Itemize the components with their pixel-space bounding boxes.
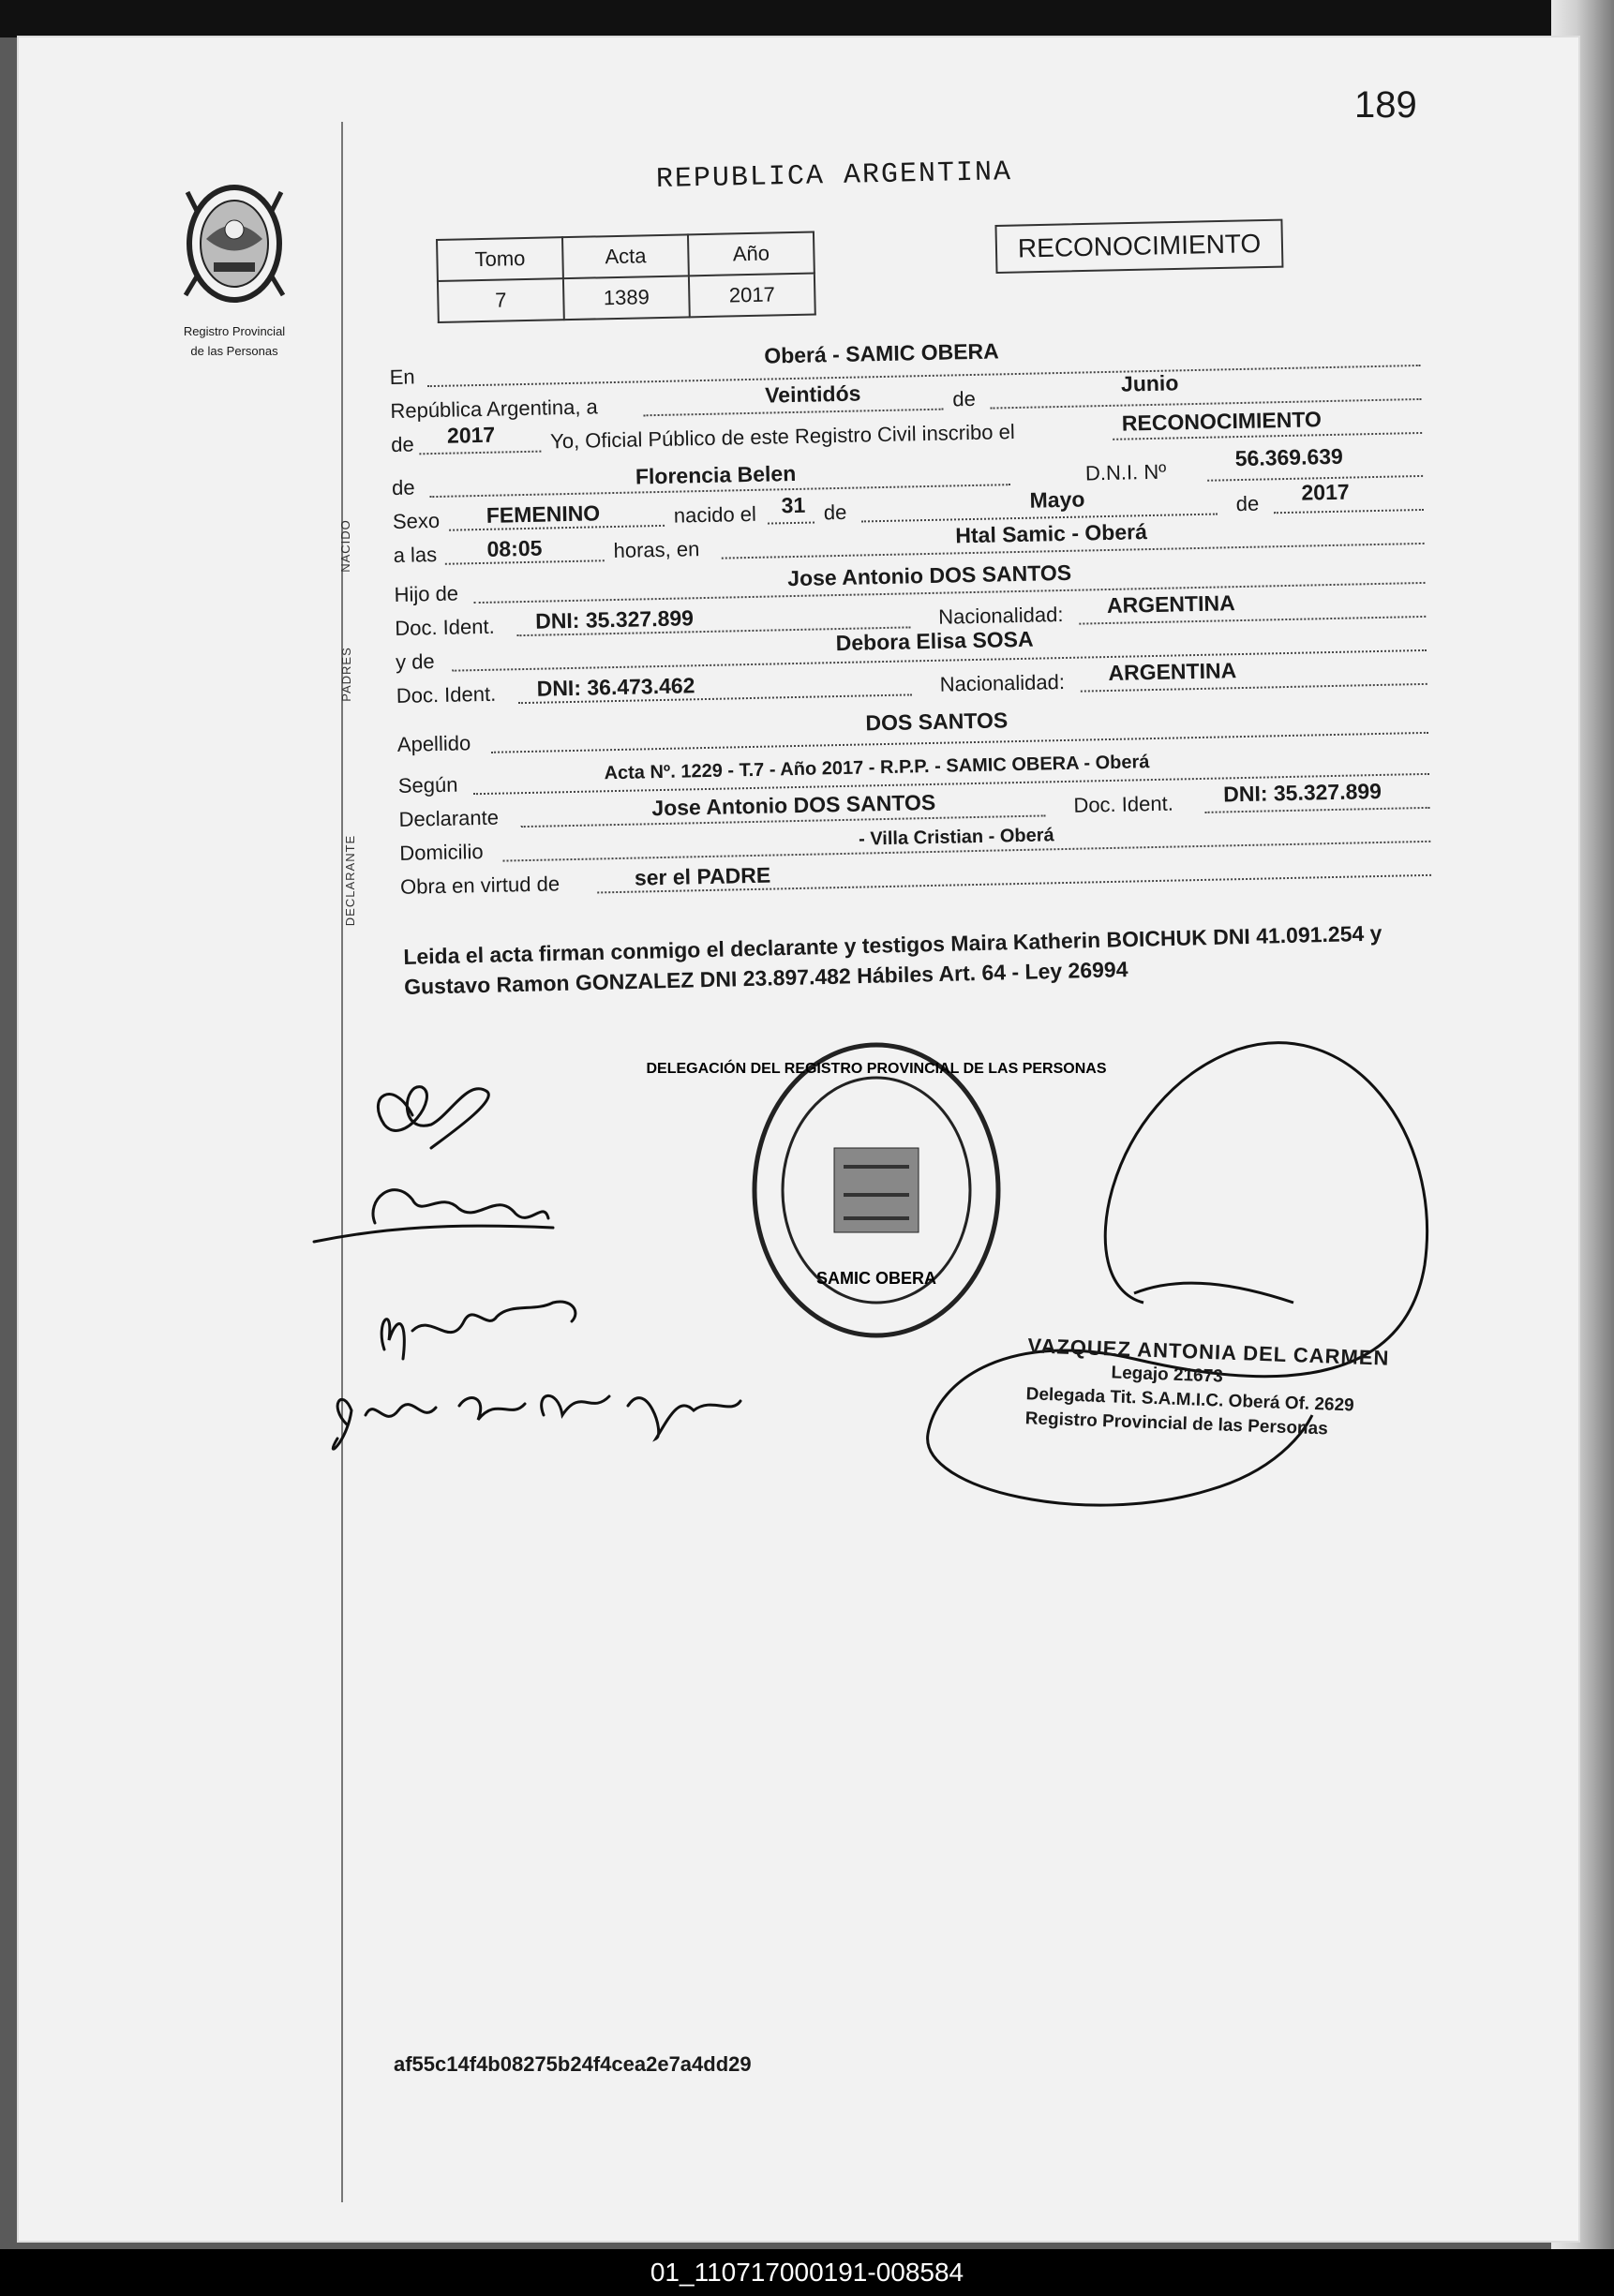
label-nacionalidad-father: Nacionalidad: <box>937 602 1064 629</box>
label-doc-ident-mother: Doc. Ident. <box>396 681 497 708</box>
label-sexo: Sexo <box>392 508 441 533</box>
label-doc-ident-declarant: Doc. Ident. <box>1073 791 1174 817</box>
value-month: Junio <box>1120 370 1179 396</box>
label-nacido-el: nacido el <box>673 501 757 528</box>
value-reason: ser el PADRE <box>634 862 771 890</box>
value-sex: FEMENINO <box>486 500 601 528</box>
record-table <box>436 231 816 323</box>
label-republica: República Argentina, a <box>390 395 599 423</box>
value-place: Oberá - SAMIC OBERA <box>764 338 999 368</box>
value-declarant-dni: DNI: 35.327.899 <box>1222 778 1382 807</box>
signature-3 <box>381 1302 575 1359</box>
side-label-nacido: NACIDO <box>337 519 352 573</box>
label-de-day: de <box>823 499 847 525</box>
label-y-de: y de <box>395 649 435 674</box>
label-de-name: de <box>391 475 415 499</box>
label-horas-en: horas, en <box>613 537 700 563</box>
official-registry: Registro Provincial de las Personas <box>1024 1409 1329 1439</box>
registry-logo <box>164 173 305 358</box>
closing-paragraph: Leida el acta firman conmigo el declarante y testigos Maira Katherin BOICHUK DNI 41.091.254 y Gustavo Ramon GONZALEZ DNI 23.897.482 Hábiles Art. 64 - Ley 26994 <box>403 920 1382 999</box>
signature-1 <box>378 1087 488 1148</box>
value-mother-dni: DNI: 36.473.462 <box>536 673 695 701</box>
value-surname: DOS SANTOS <box>865 708 1009 736</box>
record-value-ano: 2017 <box>689 274 815 318</box>
record-form <box>389 325 1431 902</box>
label-a-las: a las <box>393 542 438 567</box>
label-nacionalidad-mother: Nacionalidad: <box>939 669 1066 696</box>
logo-caption-1: Registro Provincial <box>183 324 286 338</box>
act-type-box: RECONOCIMIENTO <box>994 219 1283 274</box>
label-de: de <box>952 386 977 411</box>
provincial-seal-icon <box>169 173 300 314</box>
official-signature-icon <box>900 1021 1462 1528</box>
side-label-declarante: DECLARANTE <box>343 834 358 927</box>
value-father-nationality: ARGENTINA <box>1106 590 1235 619</box>
label-de-year: de <box>390 432 414 456</box>
signature-2 <box>314 1190 553 1242</box>
value-mother: Debora Elisa SOSA <box>835 626 1034 656</box>
label-segun: Según <box>397 772 458 798</box>
label-dni: D.N.I. Nº <box>1084 459 1167 485</box>
value-year: 2017 <box>446 422 496 448</box>
record-header-ano: Año <box>688 232 814 276</box>
record-header-tomo: Tomo <box>437 237 563 281</box>
logo-caption-2: de las Personas <box>190 344 278 358</box>
official-signature-block <box>1024 1334 1390 1443</box>
label-declarante: Declarante <box>398 805 500 831</box>
value-according-to: Acta Nº. 1229 - T.7 - Año 2017 - R.P.P. - SAMIC OBERA - Oberá <box>604 752 1150 784</box>
footer-id-bar: 01_110717000191-008584 <box>0 2249 1614 2296</box>
stamp-bottom-text: SAMIC OBERA <box>815 1269 937 1288</box>
record-value-acta: 1389 <box>563 276 690 320</box>
value-birth-year: 2017 <box>1301 479 1350 505</box>
stamp-ring-text: DELEGACIÓN DEL REGISTRO PROVINCIAL DE LAS PERSONAS <box>646 1061 1107 1077</box>
value-act: RECONOCIMIENTO <box>1121 407 1323 436</box>
value-birth-month: Mayo <box>1029 486 1085 513</box>
value-dni: 56.369.639 <box>1234 443 1344 471</box>
side-label-padres: PADRES <box>338 647 353 702</box>
value-declarant: Jose Antonio DOS SANTOS <box>651 789 936 821</box>
record-value-tomo: 7 <box>438 278 564 322</box>
value-address: - Villa Cristian - Oberá <box>858 825 1054 850</box>
record-header-acta: Acta <box>562 234 689 278</box>
value-name: Florencia Belen <box>635 460 797 489</box>
official-name: VAZQUEZ ANTONIA DEL CARMEN <box>1027 1334 1390 1370</box>
value-father-dni: DNI: 35.327.899 <box>534 605 695 634</box>
label-apellido: Apellido <box>396 731 471 756</box>
signature-4 <box>333 1395 740 1449</box>
value-birth-place: Htal Samic - Oberá <box>955 519 1148 548</box>
label-hijo-de: Hijo de <box>394 581 459 606</box>
top-dark-band <box>0 0 1614 37</box>
value-day-words: Veintidós <box>764 380 861 408</box>
label-obra: Obra en virtud de <box>399 872 560 899</box>
value-mother-nationality: ARGENTINA <box>1108 658 1237 686</box>
header-title: REPUBLICA ARGENTINA <box>655 157 1013 196</box>
label-doc-ident-father: Doc. Ident. <box>395 614 495 640</box>
official-legajo: Legajo 21673 <box>1111 1363 1224 1387</box>
label-oficial: Yo, Oficial Público de este Registro Civil inscribo el <box>549 420 1015 454</box>
label-de-month: de <box>1235 491 1260 516</box>
value-birth-day: 31 <box>781 492 806 518</box>
value-time: 08:05 <box>486 535 543 561</box>
document-hash: af55c14f4b08275b24f4cea2e7a4dd29 <box>394 2052 752 2076</box>
page-number: 189 <box>1354 84 1417 126</box>
label-en: En <box>389 365 415 389</box>
value-father: Jose Antonio DOS SANTOS <box>786 559 1072 591</box>
label-domicilio: Domicilio <box>399 840 484 865</box>
official-role: Delegada Tit. S.A.M.I.C. Oberá Of. 2629 <box>1025 1384 1355 1416</box>
